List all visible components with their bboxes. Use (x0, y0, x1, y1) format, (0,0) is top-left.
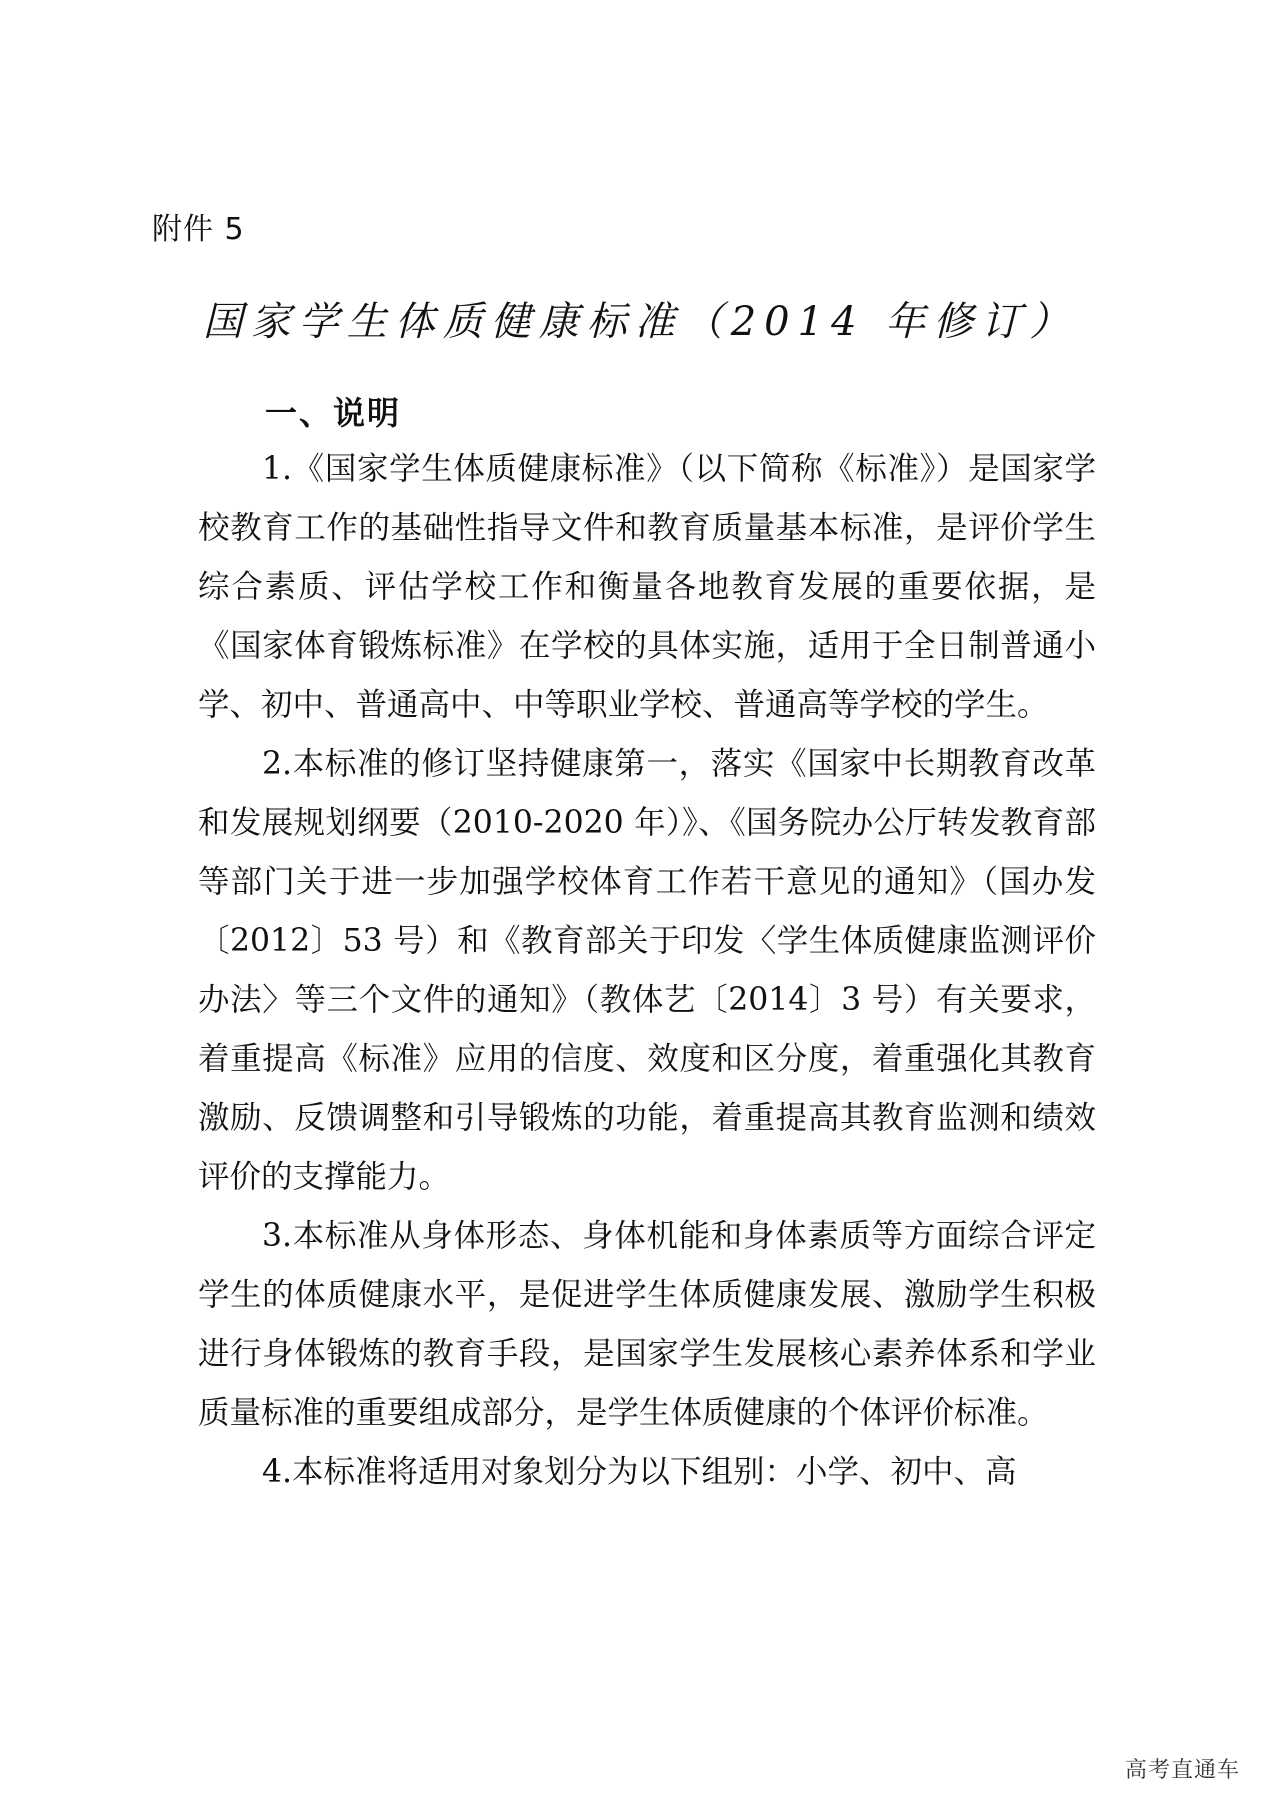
paragraph-4: 4.本标准将适用对象划分为以下组别：小学、初中、高 (262, 1454, 1017, 1490)
body-text (198, 440, 1096, 1502)
paragraph-3: 3.本标准从身体形态、身体机能和身体素质等方面综合评定学生的体质健康水平，是促进学生体质健康发展、激励学生积极进行身体锻炼的教育手段，是国家学生发展核心素养体系和学业质量标准的重要组成部分，是学生体质健康的个体评价标准。 (198, 1218, 1096, 1431)
section-heading: 一、说明 (265, 394, 402, 432)
paragraph-1: 1.《国家学生体质健康标准》（以下简称《标准》）是国家学校教育工作的基础性指导文件和教育质量基本标准，是评价学生综合素质、评估学校工作和衡量各地教育发展的重要依据，是《国家体育锻炼标准》在学校的具体实施，适用于全日制普通小学、初中、普通高中、中等职业学校、普通高等学校的学生。 (198, 451, 1096, 723)
paragraph-2: 2.本标准的修订坚持健康第一，落实《国家中长期教育改革和发展规划纲要（2010-2020 年）》、《国务院办公厅转发教育部等部门关于进一步加强学校体育工作若干意见的通知》（国办发〔2012〕53 号）和《教育部关于印发〈学生体质健康监测评价办法〉等三个文件的通知》（教体艺〔2014〕3 号）有关要求，着重提高《标准》应用的信度、效度和区分度，着重强化其教育激励、反馈调整和引导锻炼的功能，着重提高其教育监测和绩效评价的支撑能力。 (198, 746, 1096, 1195)
watermark-text: 高考直通车 (1124, 1758, 1240, 1783)
attachment-label: 附件 5 (152, 212, 245, 247)
document-title: 国家学生体质健康标准（2014 年修订） (202, 299, 1078, 345)
